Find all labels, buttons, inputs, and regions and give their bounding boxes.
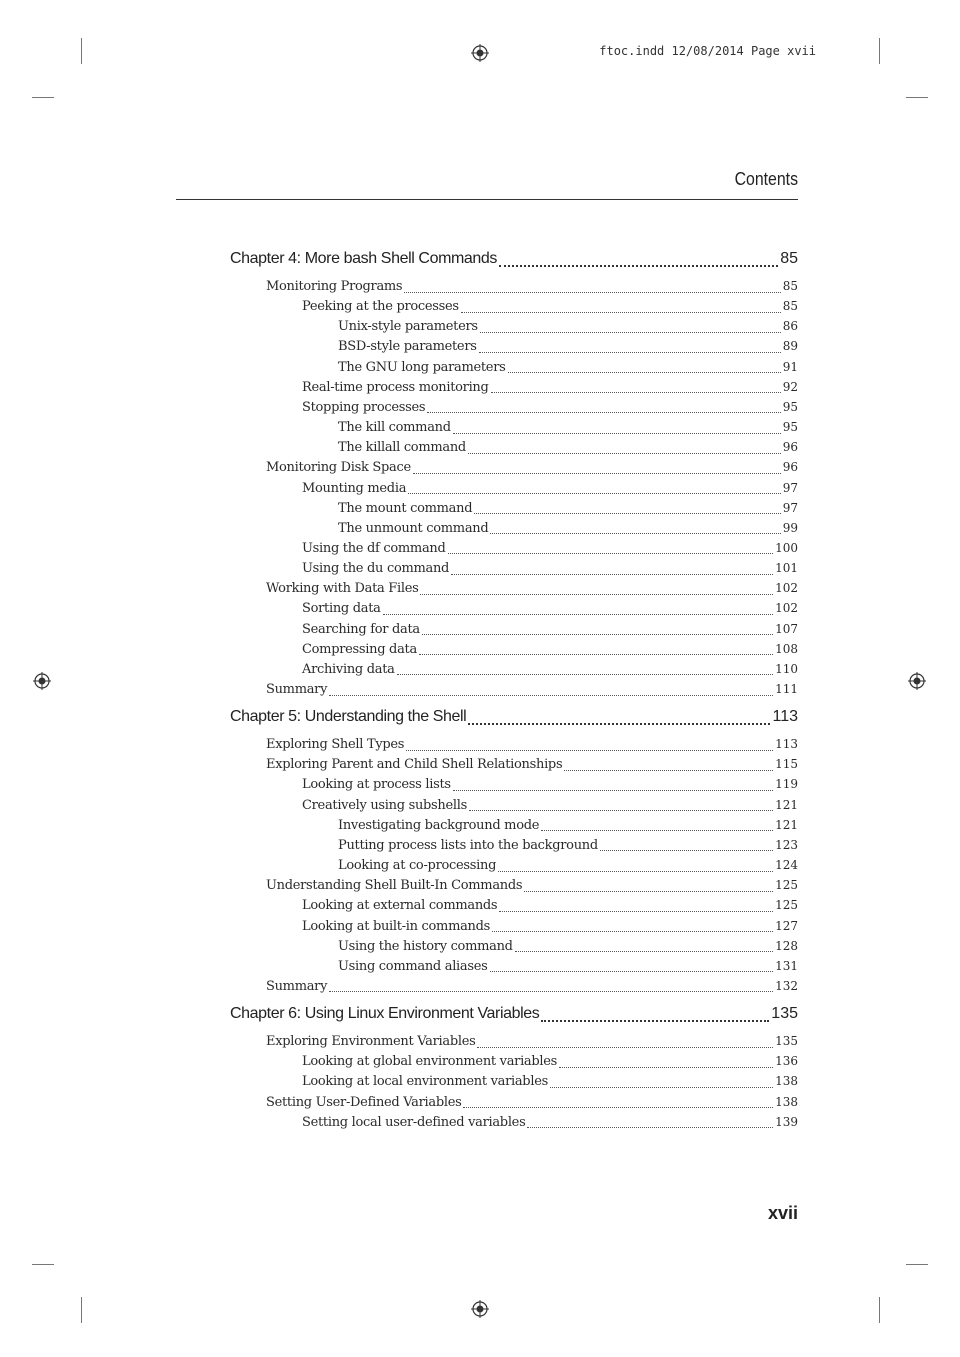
dot-leader (397, 674, 774, 675)
toc-entry (302, 622, 798, 640)
toc-entry (302, 898, 798, 916)
toc-entry-page: 96 (782, 460, 798, 475)
dot-leader (474, 513, 780, 514)
toc-entry-label: Creatively using subshells (302, 797, 467, 813)
dot-leader (427, 412, 780, 413)
toc-entry-label: Looking at process lists (302, 777, 451, 793)
page-number: xvii (767, 1203, 798, 1223)
toc-entry (302, 1074, 798, 1092)
dot-leader (477, 1047, 773, 1048)
toc-entry-page: 91 (782, 359, 798, 374)
toc-entry (302, 777, 798, 795)
toc-entry-page: 92 (782, 379, 798, 394)
toc-entry-page: 136 (775, 1054, 798, 1069)
toc-entry-page: 107 (775, 621, 798, 636)
toc-entry-page: 102 (775, 581, 798, 596)
dot-leader (491, 392, 781, 393)
toc-entry (338, 521, 798, 539)
toc-entry-label: Using the history command (338, 938, 513, 954)
dot-leader (541, 830, 773, 831)
dot-leader (492, 931, 773, 932)
toc-entry (302, 299, 798, 317)
toc-entry (302, 561, 798, 579)
toc-entry-label: Using the df command (302, 540, 446, 556)
toc-entry-label: The killall command (338, 440, 466, 456)
dot-leader (499, 911, 773, 912)
dot-leader (413, 473, 781, 474)
toc-entry-page: 111 (775, 682, 798, 696)
toc-entry (338, 501, 798, 519)
dot-leader (469, 810, 773, 811)
toc-entry (338, 319, 798, 337)
toc-entry-label: Using the du command (302, 561, 450, 577)
dot-leader (600, 850, 773, 851)
toc-entry-label: BSD-style parameters (338, 339, 477, 355)
toc-entry-label: Exploring Parent and Child Shell Relationships (266, 757, 563, 773)
toc-entry-page: 132 (775, 978, 798, 993)
toc-entry-label: Monitoring Programs (266, 279, 403, 294)
toc-entry-page: 113 (772, 708, 798, 726)
toc-entry-page: 123 (775, 837, 798, 852)
toc-entry-page: 121 (775, 817, 798, 832)
toc-entry-label: Looking at co-processing (338, 858, 497, 874)
toc-entry (302, 400, 798, 418)
toc-entry-label: Looking at built-in commands (302, 918, 491, 934)
toc-entry-label: Summary (266, 682, 328, 697)
toc-entry-page: 127 (775, 918, 798, 933)
toc-entry (266, 682, 798, 700)
toc-entry-label: Using command aliases (338, 958, 488, 974)
toc-entry-label: Exploring Shell Types (266, 737, 405, 753)
toc-entry-page: 99 (782, 520, 798, 535)
dot-leader (508, 372, 781, 373)
toc-entry-label: Real-time process monitoring (302, 379, 489, 395)
dot-leader (453, 433, 781, 434)
dot-leader (461, 312, 781, 313)
toc-entry-page: 119 (775, 777, 798, 792)
toc-entry-page: 113 (775, 737, 798, 752)
toc-entry-label: Summary (266, 978, 328, 994)
toc-entry (338, 360, 798, 378)
toc-entry-page: 125 (775, 878, 798, 893)
toc-entry-page: 138 (775, 1074, 798, 1089)
dot-leader (498, 871, 773, 872)
toc-entry-label: Chapter 6: Using Linux Environment Variables (230, 1005, 540, 1023)
toc-entry-label: The mount command (338, 500, 473, 516)
toc-entry (266, 1034, 798, 1052)
toc-entry (338, 858, 798, 876)
toc-entry (302, 380, 798, 398)
toc-entry (302, 919, 798, 937)
dot-leader (422, 634, 773, 635)
toc-chapter-entry (230, 1005, 798, 1027)
toc-entry-page: 85 (780, 250, 798, 267)
toc-entry-page: 131 (775, 958, 798, 973)
dot-leader (463, 1107, 773, 1108)
toc-entry (266, 979, 798, 997)
toc-entry-page: 108 (775, 641, 798, 656)
dot-leader (404, 292, 780, 293)
dot-leader (479, 352, 781, 353)
dot-leader (468, 453, 781, 454)
toc-entry-label: Exploring Environment Variables (266, 1034, 476, 1050)
dot-leader (550, 1087, 773, 1088)
toc-entry (302, 642, 798, 660)
toc-entry (302, 1054, 798, 1072)
dot-leader (420, 594, 773, 595)
dot-leader (408, 493, 781, 494)
toc-entry-page: 138 (775, 1094, 798, 1109)
toc-entry-label: Stopping processes (302, 399, 426, 415)
toc-entry-page: 135 (775, 1034, 798, 1049)
toc-entry-label: Putting process lists into the background (338, 837, 598, 853)
toc-entry-label: Sorting data (302, 601, 381, 617)
toc-entry-page: 96 (782, 440, 798, 455)
toc-entry-page: 89 (782, 339, 798, 354)
toc-entry-page: 95 (782, 420, 798, 435)
toc-entry-label: Compressing data (302, 641, 417, 657)
dot-leader (329, 695, 773, 696)
toc-entry-page: 124 (775, 858, 798, 873)
toc-entry-label: Chapter 4: More bash Shell Commands (230, 250, 498, 267)
toc-entry-page: 85 (782, 299, 798, 314)
toc-entry-label: Understanding Shell Built-In Commands (266, 878, 523, 894)
toc-entry-label: Archiving data (302, 661, 395, 677)
toc-entry-page: 102 (775, 601, 798, 616)
toc-entry (302, 798, 798, 816)
dot-leader (329, 991, 773, 992)
dot-leader (524, 891, 773, 892)
dot-leader (448, 553, 774, 554)
toc-entry (266, 878, 798, 896)
toc-entry-page: 97 (782, 480, 798, 495)
toc-entry-page: 101 (775, 561, 798, 576)
dot-leader (419, 654, 773, 655)
dot-leader (541, 1020, 769, 1022)
toc-entry-label: The GNU long parameters (338, 359, 506, 375)
toc-entry (266, 737, 798, 755)
dot-leader (453, 790, 773, 791)
toc-entry (302, 541, 798, 559)
dot-leader (490, 971, 774, 972)
toc-entry-label: Chapter 5: Understanding the Shell (230, 708, 467, 726)
toc-entry-page: 121 (775, 797, 798, 812)
toc-entry-label: Peeking at the processes (302, 299, 459, 315)
toc-entry-page: 95 (782, 399, 798, 414)
toc-entry-page: 128 (775, 938, 798, 953)
toc-entry-label: The kill command (338, 420, 451, 436)
toc-entry-label: Looking at local environment variables (302, 1074, 548, 1090)
toc-entry-page: 139 (775, 1114, 798, 1129)
print-slug: ftoc.indd 12/08/2014 Page xvii (599, 44, 816, 58)
dot-leader (480, 332, 781, 333)
dot-leader (515, 951, 773, 952)
toc-entry-label: Looking at external commands (302, 898, 498, 914)
toc-entry (338, 339, 798, 357)
dot-leader (383, 614, 773, 615)
toc-entry (302, 601, 798, 619)
toc-entry (338, 959, 798, 977)
toc-entry (302, 481, 798, 499)
toc-entry-page: 110 (775, 661, 798, 676)
toc-entry-label: Looking at global environment variables (302, 1054, 558, 1070)
toc-entry (338, 818, 798, 836)
toc-entry (266, 460, 798, 478)
toc-entry (266, 757, 798, 775)
dot-leader (564, 770, 773, 771)
dot-leader (559, 1067, 773, 1068)
page-title: Contents (734, 169, 798, 189)
toc-entry (338, 838, 798, 856)
toc-entry-label: Unix-style parameters (338, 319, 478, 335)
toc-entry-page: 86 (782, 319, 798, 334)
toc-entry-label: Setting User-Defined Variables (266, 1094, 462, 1110)
toc-entry-label: Working with Data Files (266, 581, 419, 597)
toc-entry-page: 85 (782, 279, 798, 293)
toc-entry (266, 1095, 798, 1113)
dot-leader (468, 723, 770, 725)
toc-chapter-entry (230, 250, 798, 272)
toc-entry-page: 115 (775, 757, 798, 772)
toc-entry (302, 662, 798, 680)
toc-entry-label: Searching for data (302, 621, 420, 637)
toc-entry-label: Monitoring Disk Space (266, 460, 411, 476)
toc-entry-label: Mounting media (302, 480, 407, 496)
toc-entry (338, 420, 798, 438)
dot-leader (490, 533, 780, 534)
dot-leader (451, 574, 773, 575)
toc-entry-label: Investigating background mode (338, 817, 540, 833)
toc-entry-label: The unmount command (338, 520, 489, 536)
toc-entry (302, 1115, 798, 1133)
toc-entry-label: Setting local user-defined variables (302, 1114, 526, 1130)
dot-leader (499, 265, 778, 267)
toc-entry-page: 135 (771, 1005, 798, 1023)
toc-entry (338, 939, 798, 957)
dot-leader (406, 750, 773, 751)
toc-chapter-entry (230, 708, 798, 730)
toc-entry-page: 97 (782, 500, 798, 515)
toc-entry-page: 100 (775, 540, 798, 555)
dot-leader (527, 1127, 773, 1128)
toc-entry (338, 440, 798, 458)
toc-entry-page: 125 (775, 898, 798, 913)
toc-entry (266, 279, 798, 297)
toc-entry (266, 581, 798, 599)
